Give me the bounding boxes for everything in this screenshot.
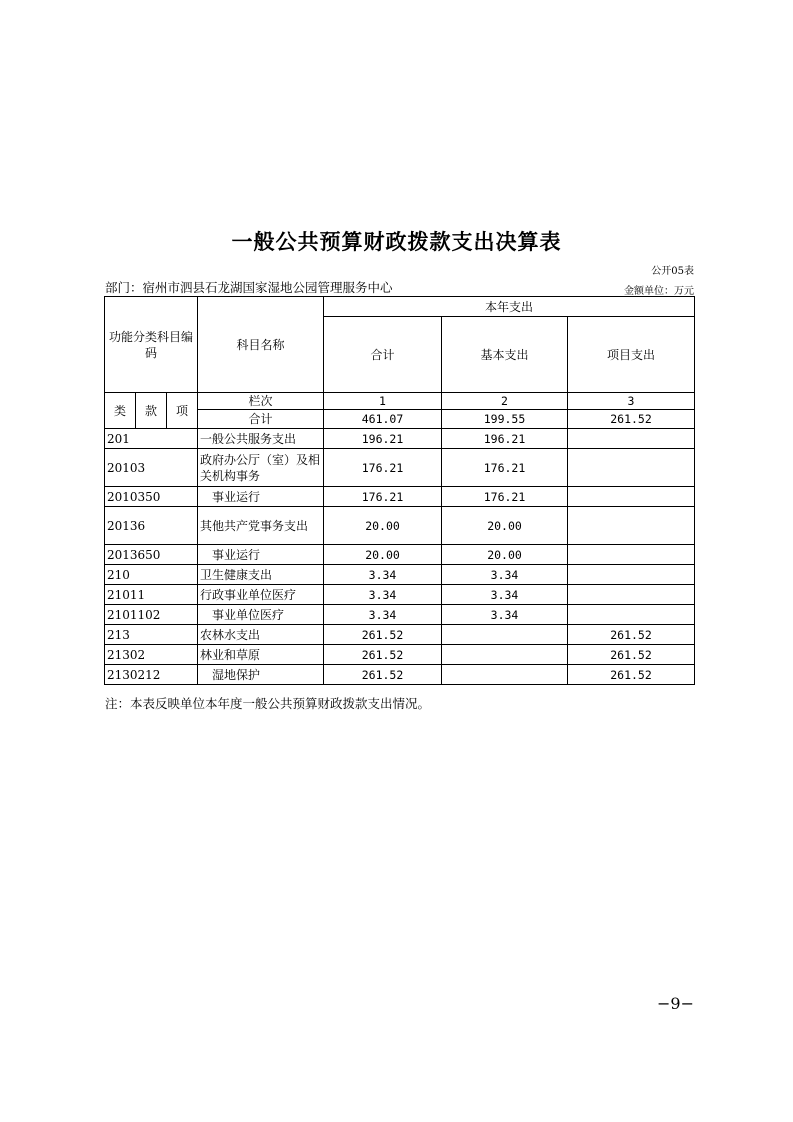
row-project — [568, 585, 695, 605]
row-basic: 3.34 — [442, 605, 568, 625]
table-row — [105, 545, 695, 565]
row-total: 261.52 — [324, 645, 442, 665]
totals-total: 461.07 — [324, 410, 442, 429]
table-row — [105, 429, 695, 449]
row-total: 176.21 — [324, 449, 442, 487]
row-name: 湿地保护 — [198, 665, 324, 685]
row-project — [568, 507, 695, 545]
row-code: 21011 — [105, 585, 198, 605]
table-note: 注：本表反映单位本年度一般公共预算财政拨款支出情况。 — [105, 696, 431, 711]
row-code: 21302 — [105, 645, 198, 665]
row-basic: 3.34 — [442, 565, 568, 585]
row-name: 事业运行 — [198, 545, 324, 565]
row-name: 事业单位医疗 — [198, 605, 324, 625]
header-current-year: 本年支出 — [324, 297, 695, 317]
col-index-2: 2 — [442, 393, 568, 410]
header-subject-name: 科目名称 — [198, 297, 324, 393]
row-project — [568, 429, 695, 449]
row-basic: 176.21 — [442, 487, 568, 507]
totals-project: 261.52 — [568, 410, 695, 429]
row-basic: 3.34 — [442, 585, 568, 605]
department-label: 部门：宿州市泗县石龙湖国家湿地公园管理服务中心 — [105, 280, 393, 295]
row-code: 2101102 — [105, 605, 198, 625]
header-func-code: 功能分类科目编码 — [105, 297, 198, 393]
row-name: 政府办公厅（室）及相关机构事务 — [198, 449, 324, 487]
table-row — [105, 449, 695, 487]
row-total: 3.34 — [324, 605, 442, 625]
row-total: 261.52 — [324, 665, 442, 685]
table-code: 公开05表 — [651, 266, 694, 277]
row-project: 261.52 — [568, 665, 695, 685]
row-total: 20.00 — [324, 507, 442, 545]
row-total: 3.34 — [324, 565, 442, 585]
row-basic — [442, 665, 568, 685]
row-code: 20103 — [105, 449, 198, 487]
row-name: 事业运行 — [198, 487, 324, 507]
row-name: 林业和草原 — [198, 645, 324, 665]
row-basic: 196.21 — [442, 429, 568, 449]
row-code: 213 — [105, 625, 198, 645]
row-code: 2010350 — [105, 487, 198, 507]
row-name: 农林水支出 — [198, 625, 324, 645]
header-lanci: 栏次 — [198, 393, 324, 410]
row-code: 2130212 — [105, 665, 198, 685]
table-row — [105, 625, 695, 645]
page-number: −9− — [657, 994, 694, 1013]
table-row — [105, 565, 695, 585]
row-code: 2013650 — [105, 545, 198, 565]
expenditure-table — [104, 296, 695, 685]
row-code: 20136 — [105, 507, 198, 545]
row-project — [568, 545, 695, 565]
row-project: 261.52 — [568, 625, 695, 645]
row-name: 一般公共服务支出 — [198, 429, 324, 449]
header-xiang: 项 — [167, 393, 198, 429]
totals-label: 合计 — [198, 410, 324, 429]
row-project — [568, 449, 695, 487]
header-kuan: 款 — [136, 393, 167, 429]
table-row — [105, 665, 695, 685]
row-total: 3.34 — [324, 585, 442, 605]
row-total: 261.52 — [324, 625, 442, 645]
row-code: 210 — [105, 565, 198, 585]
unit-label: 金额单位：万元 — [624, 286, 694, 297]
header-project: 项目支出 — [568, 317, 695, 393]
row-total: 20.00 — [324, 545, 442, 565]
row-project — [568, 565, 695, 585]
row-name: 卫生健康支出 — [198, 565, 324, 585]
row-name: 行政事业单位医疗 — [198, 585, 324, 605]
row-basic: 20.00 — [442, 545, 568, 565]
table-row — [105, 487, 695, 507]
row-code: 201 — [105, 429, 198, 449]
header-lei: 类 — [105, 393, 136, 429]
row-total: 196.21 — [324, 429, 442, 449]
row-project — [568, 487, 695, 507]
col-index-3: 3 — [568, 393, 695, 410]
col-index-1: 1 — [324, 393, 442, 410]
table-row — [105, 585, 695, 605]
header-basic: 基本支出 — [442, 317, 568, 393]
table-row — [105, 645, 695, 665]
row-project: 261.52 — [568, 645, 695, 665]
page-title: 一般公共预算财政拨款支出决算表 — [231, 230, 562, 254]
totals-basic: 199.55 — [442, 410, 568, 429]
row-project — [568, 605, 695, 625]
table-row — [105, 507, 695, 545]
row-basic: 20.00 — [442, 507, 568, 545]
table-row — [105, 605, 695, 625]
row-basic: 176.21 — [442, 449, 568, 487]
header-total: 合计 — [324, 317, 442, 393]
row-name: 其他共产党事务支出 — [198, 507, 324, 545]
row-total: 176.21 — [324, 487, 442, 507]
row-basic — [442, 645, 568, 665]
row-basic — [442, 625, 568, 645]
